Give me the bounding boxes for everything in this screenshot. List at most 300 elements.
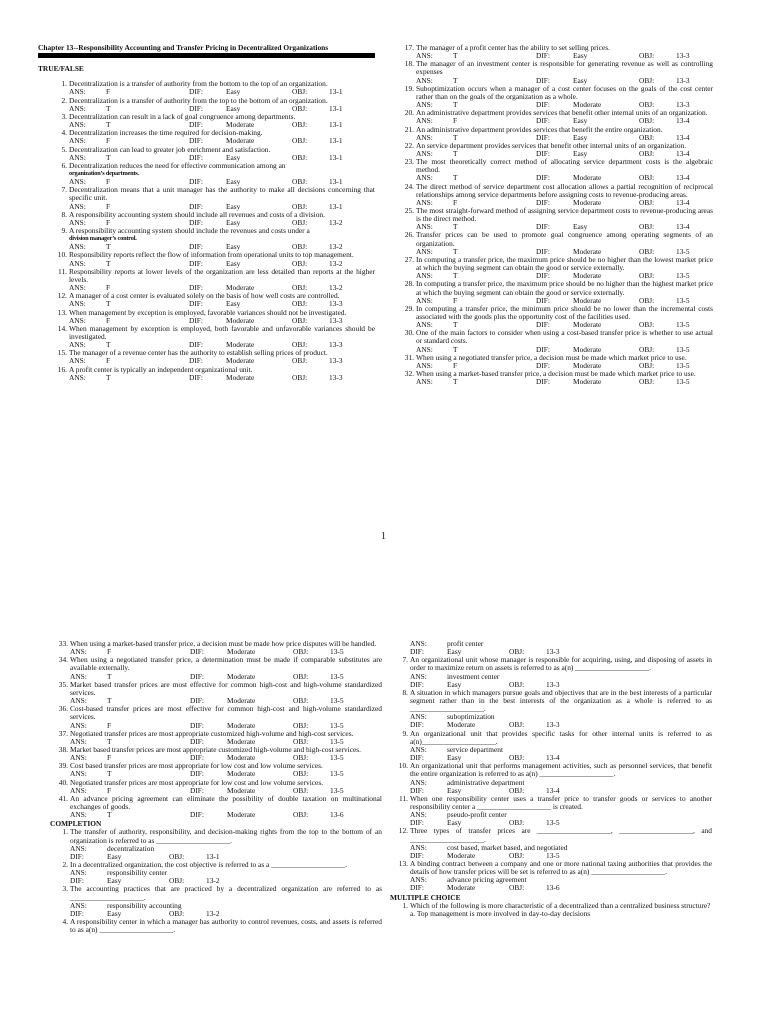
difficulty-value: Moderate <box>573 344 602 354</box>
dif-label: DIF: <box>536 222 550 232</box>
objective-value: 13-5 <box>330 647 344 657</box>
dif-label: DIF: <box>190 769 204 779</box>
objective-value: 13-4 <box>676 222 690 232</box>
answer-value: F <box>453 360 458 370</box>
dif-label: DIF: <box>189 120 203 130</box>
answer-value: F <box>106 136 111 146</box>
objective-value: 13-5 <box>330 785 344 795</box>
dif-label: DIF: <box>189 87 203 97</box>
difficulty-field <box>536 378 601 386</box>
question-number: 23. <box>404 157 414 167</box>
question-item <box>38 251 375 267</box>
question-number: 29. <box>404 303 414 313</box>
difficulty-value: Easy <box>226 258 241 268</box>
question-text: When management by exception is employed, favorable variances should not be investigated. <box>69 307 347 317</box>
answer-field <box>410 844 567 852</box>
objective-value: 13-5 <box>330 769 344 779</box>
difficulty-value: Easy <box>573 116 588 126</box>
question-list <box>385 44 713 386</box>
difficulty-value: Moderate <box>226 120 255 130</box>
difficulty-value: Moderate <box>573 197 602 207</box>
objective-value: 13-1 <box>206 851 220 861</box>
obj-label: OBJ: <box>639 360 655 370</box>
question-item <box>38 268 375 292</box>
question-text: A responsibility accounting system should include all revenues and costs of a division. <box>69 209 325 219</box>
objective-value: 13-3 <box>676 51 690 61</box>
question-list <box>390 902 712 918</box>
objective-value: 13-5 <box>676 295 690 305</box>
answer-value: F <box>453 116 458 126</box>
objective-value: 13-4 <box>676 148 690 158</box>
obj-label: OBJ: <box>509 850 525 860</box>
obj-label: OBJ: <box>639 100 655 110</box>
obj-label: OBJ: <box>509 883 525 893</box>
question-item <box>50 918 382 934</box>
question-text: When one responsibility center uses a transfer price to transfer goods or services to another responsibility center a ____________________ is created. <box>410 793 712 811</box>
question-item <box>38 292 375 308</box>
difficulty-value: Moderate <box>573 173 602 183</box>
question-item <box>50 795 382 819</box>
question-number: 36. <box>58 704 68 714</box>
dif-label: DIF: <box>536 100 550 110</box>
question-text: Negotiated transfer prices are most appropriate customized high-volume and high-cost services. <box>70 728 354 738</box>
question-text: An administrative department provides services that benefit the entire organization. <box>416 124 663 134</box>
obj-label: OBJ: <box>292 87 308 97</box>
question-item <box>385 329 713 353</box>
question-number: 3. <box>62 884 68 894</box>
objective-field <box>639 378 690 386</box>
answer-line <box>416 378 713 386</box>
dif-label: DIF: <box>410 785 424 795</box>
objective-value: 13-1 <box>329 87 343 97</box>
obj-label: OBJ: <box>509 785 525 795</box>
question-item <box>50 861 382 885</box>
obj-label: OBJ: <box>169 876 185 886</box>
answer-value: advance pricing agreement <box>447 875 527 885</box>
difficulty-value: Easy <box>573 148 588 158</box>
question-item <box>385 142 713 158</box>
question-number: 1. <box>402 900 408 910</box>
obj-label: OBJ: <box>292 299 308 309</box>
answer-continuation <box>390 640 712 656</box>
obj-label: OBJ: <box>293 671 309 681</box>
ans-label: ANS: <box>69 152 86 162</box>
section-heading-multiple-choice: MULTIPLE CHOICE <box>390 892 461 902</box>
answer-value: F <box>107 720 112 730</box>
answer-value: T <box>453 320 458 330</box>
question-item <box>50 705 382 729</box>
question-number: 13. <box>57 307 67 317</box>
ans-label: ANS: <box>69 177 86 187</box>
objective-value: 13-2 <box>329 283 343 293</box>
dif-label: DIF: <box>189 258 203 268</box>
question-number: 22. <box>404 140 414 150</box>
objective-value: 13-4 <box>676 132 690 142</box>
difficulty-value: Easy <box>573 51 588 61</box>
question-number: 40. <box>58 777 68 787</box>
question-text: An service department provides services that benefit other internal units of an organization. <box>416 140 687 150</box>
question-list <box>50 640 382 819</box>
answer-value: T <box>107 810 112 820</box>
objective-value: 13-4 <box>676 197 690 207</box>
answer-value: T <box>453 222 458 232</box>
question-text: a. Top management is more involved in day-to-day decisions <box>410 908 591 918</box>
dif-label: DIF: <box>410 818 424 828</box>
obj-label: OBJ: <box>292 177 308 187</box>
page2-right-column <box>390 640 712 918</box>
answer-value: responsibility accounting <box>107 900 182 910</box>
question-item <box>385 231 713 255</box>
answer-field <box>410 779 524 787</box>
answer-value: T <box>107 769 112 779</box>
dif-label: DIF: <box>190 647 204 657</box>
answer-value: T <box>106 120 111 130</box>
objective-field <box>292 154 343 162</box>
ans-label: ANS: <box>70 696 87 706</box>
ans-label: ANS: <box>416 100 433 110</box>
answer-value: T <box>453 51 458 61</box>
ans-label: ANS: <box>410 842 427 852</box>
question-number: 4. <box>62 917 68 927</box>
answer-value: F <box>453 197 458 207</box>
question-number: 37. <box>58 728 68 738</box>
objective-field <box>292 357 343 365</box>
ans-label: ANS: <box>70 736 87 746</box>
difficulty-field <box>190 811 255 819</box>
question-text: Decentralization is a transfer of authority from the bottom to the top of an organization. <box>69 79 328 89</box>
obj-label: OBJ: <box>293 647 309 657</box>
dif-label: DIF: <box>410 753 424 763</box>
question-text: In computing a transfer price, the maximum price should be no higher than the lowest market price at which the buying segment can obtain the good or service externally. <box>416 254 713 273</box>
ans-label: ANS: <box>410 639 427 648</box>
dif-label: DIF: <box>536 51 550 61</box>
dif-label: DIF: <box>536 197 550 207</box>
dif-label: DIF: <box>536 132 550 142</box>
question-item <box>38 366 375 382</box>
question-text: A manager of a cost center is evaluated solely on the basis of how well costs are controlled. <box>69 291 340 301</box>
question-text: An organizational unit whose manager is responsible for acquiring, using, and disposing of assets in order to maximize return on assets is referred to as a(n) ____________________. <box>410 655 712 673</box>
ans-label: ANS: <box>70 843 87 853</box>
question-number: 25. <box>404 206 414 215</box>
difficulty-value: Moderate <box>573 271 602 281</box>
difficulty-value: Moderate <box>226 340 255 350</box>
obj-label: OBJ: <box>292 201 308 211</box>
question-number: 9. <box>402 728 408 738</box>
obj-label: OBJ: <box>293 753 309 763</box>
question-text: A binding contract between a company and one or more national taxing authorities that provides the details of how transfer prices will be set is referred to as a(n) ____________________. <box>410 859 712 877</box>
objective-value: 13-5 <box>330 720 344 730</box>
ans-label: ANS: <box>416 116 433 126</box>
obj-label: OBJ: <box>639 320 655 330</box>
page-number: 1 <box>381 531 386 542</box>
difficulty-value: Moderate <box>227 810 256 820</box>
answer-value: T <box>106 152 111 162</box>
answer-value: F <box>106 87 111 97</box>
answer-value: T <box>453 132 458 142</box>
difficulty-value: Easy <box>447 647 462 657</box>
question-item <box>385 370 713 386</box>
question-number: 35. <box>58 679 68 689</box>
question-number: 12. <box>57 291 67 301</box>
question-number: 32. <box>404 369 414 379</box>
question-text: A profit center is typically an independent organizational unit. <box>69 364 253 374</box>
difficulty-value: Moderate <box>573 360 602 370</box>
obj-label: OBJ: <box>292 120 308 130</box>
answer-value: T <box>106 299 111 309</box>
question-number: 5. <box>61 144 67 154</box>
question-item <box>38 309 375 325</box>
question-text: Decentralization can result in a lack of goal congruence among departments. <box>69 111 296 121</box>
ans-label: ANS: <box>69 242 86 252</box>
answer-value: decentralization <box>107 843 155 853</box>
answer-value: cost based, market based, and negotiated <box>447 842 568 852</box>
question-number: 41. <box>58 793 68 803</box>
question-number: 27. <box>404 254 414 264</box>
obj-label: OBJ: <box>292 315 308 325</box>
ans-label: ANS: <box>416 75 433 85</box>
ans-label: ANS: <box>416 246 433 256</box>
difficulty-value: Moderate <box>447 850 476 860</box>
dif-label: DIF: <box>536 320 550 330</box>
objective-value: 13-6 <box>330 810 344 820</box>
ans-label: ANS: <box>69 201 86 211</box>
difficulty-value: Easy <box>226 242 241 252</box>
question-text: The manager of an investment center is responsible for generating revenue as well as controlling expenses <box>416 59 713 77</box>
difficulty-value: Easy <box>447 753 462 763</box>
question-item <box>38 162 375 186</box>
question-number: 19. <box>404 83 414 93</box>
objective-value: 13-5 <box>676 271 690 281</box>
answer-value: T <box>453 271 458 281</box>
question-number: 30. <box>404 328 414 338</box>
difficulty-value: Moderate <box>226 315 255 325</box>
question-item <box>38 325 375 349</box>
answer-value: F <box>106 177 111 187</box>
question-text: When using a negotiated transfer price, a determination must be made if comparable substitutes are available externally. <box>70 655 382 673</box>
question-text: The most theoretically correct method of allocating service department costs is the algebraic method. <box>416 157 713 175</box>
question-number: 4. <box>61 128 67 138</box>
obj-label: OBJ: <box>292 103 308 113</box>
objective-value: 13-1 <box>329 201 343 211</box>
difficulty-value: Moderate <box>226 356 255 366</box>
ans-label: ANS: <box>416 173 433 183</box>
dif-label: DIF: <box>189 283 203 293</box>
question-text: Three types of transfer prices are ____________________, ____________________, and ____________________. <box>410 826 712 844</box>
question-text: One of the main factors to consider when using a cost-based transfer price is whether to use actual or standard costs. <box>416 328 713 346</box>
difficulty-value: Moderate <box>227 696 256 706</box>
objective-value: 13-2 <box>206 876 220 886</box>
question-number: 9. <box>61 226 67 235</box>
question-number: 39. <box>58 761 68 771</box>
objective-value: 13-1 <box>329 136 343 146</box>
ans-label: ANS: <box>70 647 87 657</box>
difficulty-value: Moderate <box>227 785 256 795</box>
question-text: The most straight-forward method of assigning service department costs to revenue-producing areas is the direct method. <box>416 206 713 224</box>
question-item <box>38 349 375 365</box>
dif-label: DIF: <box>190 810 204 820</box>
difficulty-value: Easy <box>447 785 462 795</box>
chapter-title: Chapter 13--Responsibility Accounting and Transfer Pricing in Decentralized Organizations <box>38 43 329 52</box>
question-text: A situation in which managers pursue goals and objectives that are in the best interests of a particular segment rather than in the best interests of the organization as a whole is referred to as ____________________. <box>410 687 712 714</box>
dif-label: DIF: <box>410 883 424 893</box>
difficulty-value: Easy <box>573 75 588 85</box>
answer-value: T <box>453 344 458 354</box>
ans-label: ANS: <box>416 51 433 61</box>
objective-value: 13-5 <box>330 671 344 681</box>
question-text: An administrative department provides services that benefit other internal units of an organization. <box>416 108 708 118</box>
ans-label: ANS: <box>410 875 427 885</box>
question-text: An organizational unit that performs management activities, such as personnel services, that benefit the entire organization is referred to as a(n) ____________________. <box>410 761 712 779</box>
difficulty-value: Easy <box>573 222 588 232</box>
objective-field <box>292 121 343 129</box>
question-number: 2. <box>62 860 68 870</box>
obj-label: OBJ: <box>639 75 655 85</box>
question-number: 14. <box>57 323 67 333</box>
question-text: Suboptimization occurs when a manager of a cost center focuses on the goals of the cost center rather than on the goals of the organization as a whole. <box>416 83 713 101</box>
question-text: Decentralization means that a unit manager has the authority to make all decisions concerning that specific unit. <box>69 185 375 203</box>
question-text: An organizational unit that provides specific tasks for other internal units is referred to as a(n)____________________. <box>410 728 712 746</box>
ans-label: ANS: <box>69 315 86 325</box>
question-text: Decentralization can lead to greater job enrichment and satisfaction. <box>69 144 271 154</box>
question-text: In a decentralized organization, the cost objective is referred to as a ____________________. <box>70 860 347 870</box>
obj-label: OBJ: <box>639 377 655 387</box>
ans-label: ANS: <box>70 810 87 820</box>
question-text: When management by exception is employed, both favorable and unfavorable variances should be investigated. <box>69 323 375 341</box>
page1-right-column <box>385 44 713 386</box>
question-item <box>385 354 713 370</box>
objective-field <box>292 374 343 382</box>
answer-line <box>70 811 382 819</box>
answer-value: T <box>453 246 458 256</box>
ans-label: ANS: <box>70 720 87 730</box>
dif-label: DIF: <box>536 116 550 126</box>
dif-label: DIF: <box>189 177 203 187</box>
obj-label: OBJ: <box>292 242 308 252</box>
difficulty-line <box>410 884 712 892</box>
objective-value: 13-5 <box>330 736 344 746</box>
answer-value: T <box>453 100 458 110</box>
answer-value: T <box>453 173 458 183</box>
difficulty-value: Easy <box>107 876 122 886</box>
answer-value: T <box>107 736 112 746</box>
difficulty-value: Easy <box>226 103 241 113</box>
question-number: 21. <box>404 124 414 134</box>
section-heading-completion: COMPLETION <box>50 819 102 829</box>
dif-label: DIF: <box>70 876 84 886</box>
difficulty-value: Moderate <box>573 295 602 305</box>
dif-label: DIF: <box>70 851 84 861</box>
question-item <box>390 910 712 918</box>
question-item <box>385 183 713 207</box>
dif-label: DIF: <box>189 136 203 146</box>
question-item <box>385 126 713 142</box>
objective-value: 13-3 <box>546 679 560 689</box>
question-item <box>385 44 713 60</box>
answer-value: F <box>107 647 112 657</box>
difficulty-value: Moderate <box>573 377 602 387</box>
question-item <box>390 827 712 860</box>
question-text: In computing a transfer price, the maximum price should be no higher than the highest market price at which the buying segment can obtain the good or service externally. <box>416 279 713 297</box>
question-text: A responsibility accounting system should include the revenues and costs under a <box>69 226 310 235</box>
ans-label: ANS: <box>416 222 433 232</box>
question-number: 8. <box>61 209 67 219</box>
difficulty-value: Moderate <box>227 647 256 657</box>
answer-value: T <box>453 75 458 85</box>
question-number: 1. <box>62 827 68 837</box>
answer-value: T <box>453 377 458 387</box>
answer-value: T <box>107 671 112 681</box>
objective-value: 13-3 <box>329 356 343 366</box>
ans-label: ANS: <box>69 372 86 382</box>
obj-label: OBJ: <box>509 679 525 689</box>
ans-label: ANS: <box>70 785 87 795</box>
question-item <box>50 656 382 680</box>
difficulty-value: Moderate <box>227 769 256 779</box>
question-item <box>390 730 712 763</box>
dif-label: DIF: <box>189 356 203 366</box>
question-text: Which of the following is more characteristic of a decentralized than a centralized business structure? <box>410 900 711 910</box>
dif-label: DIF: <box>189 372 203 382</box>
difficulty-value: Easy <box>107 851 122 861</box>
difficulty-value: Moderate <box>227 753 256 763</box>
difficulty-value: Easy <box>226 87 241 97</box>
dif-label: DIF: <box>536 148 550 158</box>
objective-value: 13-4 <box>546 785 560 795</box>
ans-label: ANS: <box>70 671 87 681</box>
answer-value: F <box>106 201 111 211</box>
ans-label: ANS: <box>416 132 433 142</box>
difficulty-value: Moderate <box>573 246 602 256</box>
question-number: 2. <box>61 95 67 105</box>
question-number: 28. <box>404 279 414 289</box>
obj-label: OBJ: <box>639 51 655 61</box>
question-item <box>385 280 713 304</box>
obj-label: OBJ: <box>292 340 308 350</box>
question-text: Decentralization increases the time required for decision-making. <box>69 128 263 138</box>
difficulty-value: Easy <box>573 132 588 142</box>
obj-label: OBJ: <box>293 785 309 795</box>
question-number: 15. <box>57 348 67 358</box>
dif-label: DIF: <box>189 103 203 113</box>
dif-label: DIF: <box>189 299 203 309</box>
objective-value: 13-2 <box>329 258 343 268</box>
difficulty-value: Easy <box>447 679 462 689</box>
answer-field <box>70 902 182 910</box>
difficulty-field <box>189 374 254 382</box>
difficulty-value: Easy <box>107 908 122 918</box>
answer-value: administrative department <box>447 777 525 787</box>
question-text: Decentralization reduces the need for effective communication among an <box>69 160 286 170</box>
objective-field <box>292 105 343 113</box>
dif-label: DIF: <box>190 753 204 763</box>
ans-label: ANS: <box>69 356 86 366</box>
difficulty-value: Moderate <box>227 671 256 681</box>
answer-line <box>69 374 375 382</box>
question-item <box>385 109 713 125</box>
question-text: Market based transfer prices are most effective for common high-cost and high-volume standardized services. <box>70 679 382 697</box>
question-text: Cost based transfer prices are most appropriate for low cost and low volume services. <box>70 761 323 771</box>
question-number: 16. <box>57 364 67 374</box>
obj-label: OBJ: <box>292 372 308 382</box>
ans-label: ANS: <box>70 753 87 763</box>
section-heading-true-false: TRUE/FALSE <box>38 64 84 74</box>
dif-label: DIF: <box>70 908 84 918</box>
page1-left-column <box>38 44 375 382</box>
question-text: The manager of a revenue center has the authority to establish selling prices of product. <box>69 348 328 358</box>
question-number: 26. <box>404 230 414 240</box>
question-item <box>50 828 382 861</box>
question-number: 31. <box>404 352 414 362</box>
